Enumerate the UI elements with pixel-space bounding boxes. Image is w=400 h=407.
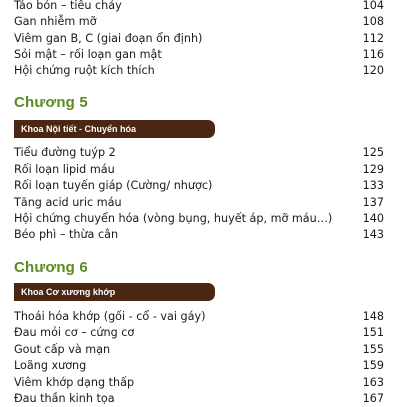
toc-entry-page: 116: [362, 48, 384, 61]
toc-entry[interactable]: [14, 0, 384, 14]
toc-entry-title: Thoái hóa khớp (gối - cổ - vai gáy): [14, 310, 206, 323]
toc-entry-title: Sỏi mật – rối loạn gan mật: [14, 48, 162, 61]
toc-entry-title: Rối loạn lipid máu: [14, 163, 115, 176]
toc-entry-title: Viêm khớp dạng thấp: [14, 376, 135, 389]
toc-entry[interactable]: [14, 178, 384, 194]
toc-entry[interactable]: [14, 325, 384, 341]
toc-entry-title: Hội chứng ruột kích thích: [14, 64, 155, 77]
toc-entry[interactable]: [14, 309, 384, 325]
toc-entry-page: 143: [362, 228, 384, 241]
toc-entry[interactable]: [14, 14, 384, 30]
toc-entry-title: Đau thần kinh tọa: [14, 392, 115, 405]
toc-entry-page: 104: [362, 0, 384, 12]
toc-entry-page: 129: [362, 163, 384, 176]
chapter-6-section-banner: [14, 283, 215, 301]
toc-entry-title: Viêm gan B, C (giai đoạn ổn định): [14, 32, 203, 45]
toc-entry[interactable]: [14, 195, 384, 211]
toc-entry-title: Rối loạn tuyến giáp (Cường/ nhược): [14, 179, 213, 192]
toc-entry-page: 159: [362, 359, 384, 372]
toc-entry[interactable]: [14, 375, 384, 391]
toc-entry-title: Gan nhiễm mỡ: [14, 15, 97, 28]
toc-entry-title: Loãng xương: [14, 359, 87, 372]
toc-entry[interactable]: [14, 31, 384, 47]
toc-entry-page: 133: [362, 179, 384, 192]
toc-entry-title: Hội chứng chuyển hóa (vòng bụng, huyết áp, mỡ máu…): [14, 212, 333, 225]
toc-entry-title: Táo bón – tiêu chảy: [14, 0, 122, 12]
toc-entry-page: 155: [362, 343, 384, 356]
toc-entry[interactable]: [14, 358, 384, 374]
toc-entry-page: 167: [362, 392, 384, 405]
toc-entry-page: 137: [362, 196, 384, 209]
toc-entry[interactable]: [14, 227, 384, 243]
toc-entry[interactable]: [14, 391, 384, 407]
section-banner-label: Khoa Cơ xương khớp: [21, 287, 116, 297]
toc-entry[interactable]: [14, 342, 384, 358]
toc-entry-page: 148: [362, 310, 384, 323]
toc-entry-title: Tăng acid uric máu: [14, 196, 122, 209]
toc-entry-title: Béo phì – thừa cân: [14, 228, 119, 241]
toc-entry[interactable]: [14, 63, 384, 79]
toc-entry-title: Tiểu đường tuýp 2: [14, 146, 116, 159]
toc-entry[interactable]: [14, 47, 384, 63]
section-banner-label: Khoa Nội tiết - Chuyển hóa: [21, 124, 137, 134]
toc-entry-page: 112: [362, 32, 384, 45]
toc-entry-title: Đau mỏi cơ – cứng cơ: [14, 326, 135, 339]
toc-entry-title: Gout cấp và mạn: [14, 343, 111, 356]
chapter-5-section-banner: [14, 120, 215, 138]
toc-entry[interactable]: [14, 145, 384, 161]
toc-entry[interactable]: [14, 211, 384, 227]
toc-entry-page: 120: [362, 64, 384, 77]
toc-entry-page: 108: [362, 15, 384, 28]
toc-entry-page: 163: [362, 376, 384, 389]
toc-entry-page: 125: [362, 146, 384, 159]
toc-entry-page: 151: [362, 326, 384, 339]
chapter-5-heading: Chương 5: [14, 94, 88, 111]
toc-entry[interactable]: [14, 162, 384, 178]
chapter-6-heading: Chương 6: [14, 259, 88, 276]
toc-entry-page: 140: [362, 212, 384, 225]
